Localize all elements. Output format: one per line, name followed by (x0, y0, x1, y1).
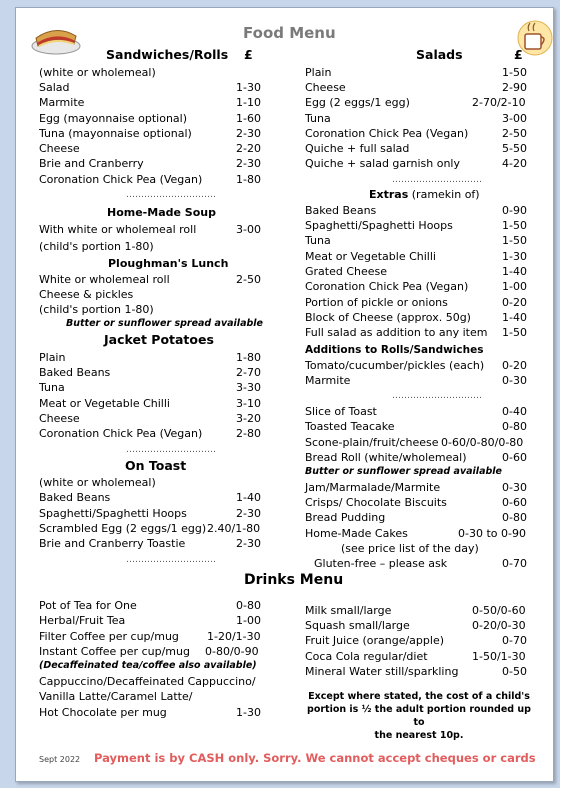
spread-note: Butter or sunflower spread available (305, 466, 502, 477)
extras-heading-bold: Extras (369, 188, 409, 201)
extras-heading (369, 188, 480, 201)
menu-item-price: 2-50 (502, 127, 527, 140)
speciality-drinks: Cappuccino/Decaffeinated Cappuccino/ (39, 675, 256, 688)
speciality-drinks: Vanilla Latte/Caramel Latte/ (39, 690, 193, 703)
menu-item-name: Plain (305, 66, 332, 79)
separator: ………………………… (392, 391, 482, 401)
menu-item-price: 1-50 (502, 219, 527, 232)
menu-item-price: 0-40 (502, 405, 527, 418)
menu-item-price: 0-80 (502, 420, 527, 433)
soup-item: With white or wholemeal roll (39, 223, 197, 236)
price-list-note: (see price list of the day) (341, 542, 479, 555)
menu-item-name: Brie and Cranberry (39, 157, 144, 170)
child-portion-note-line: portion is ½ the adult portion rounded up to (307, 704, 531, 728)
menu-item-name: Slice of Toast (305, 405, 377, 418)
menu-item-price: 0-20 (502, 359, 527, 372)
menu-item-name: Portion of pickle or onions (305, 296, 448, 309)
menu-item-name: Tuna (305, 112, 331, 125)
sandwiches-heading: Sandwiches/Rolls (106, 47, 229, 62)
menu-item-price: 1-00 (236, 614, 261, 627)
menu-item-price: 0-30 (502, 374, 527, 387)
separator: ………………………… (392, 175, 482, 185)
menu-item-price: 0-20 (502, 296, 527, 309)
menu-item-name: Jam/Marmalade/Marmite (305, 481, 441, 494)
menu-item-price: 0-80 (236, 599, 261, 612)
menu-item-name: Coronation Chick Pea (Vegan) (305, 280, 469, 293)
menu-item-price: 0-60/0-80/0-80 (441, 436, 524, 449)
extras-heading-rest: (ramekin of) (408, 188, 480, 201)
menu-item-name: Marmite (305, 374, 351, 387)
sandwich-icon (30, 22, 82, 56)
menu-item-price: 2-70 (236, 366, 261, 379)
menu-item-name: Salad (39, 81, 70, 94)
menu-item-name: Baked Beans (39, 366, 111, 379)
menu-item-price: 2.40/1-80 (207, 522, 261, 535)
menu-item-price: 0-80/0-90 (205, 645, 259, 658)
menu-item-price: 1-50/1-30 (472, 650, 526, 663)
menu-item-name: Full salad as addition to any item (305, 326, 488, 339)
gluten-free-note: Gluten-free – please ask (314, 557, 448, 570)
menu-item-price: 0-20/0-30 (472, 619, 526, 632)
spread-note: Butter or sunflower spread available (66, 318, 263, 329)
salads-heading: Salads (416, 47, 463, 62)
menu-item-name: Bread Roll (white/wholemeal) (305, 451, 467, 464)
menu-item-name: Herbal/Fruit Tea (39, 614, 126, 627)
menu-item-price: 1-30 (236, 706, 261, 719)
menu-item-name: Coronation Chick Pea (Vegan) (39, 173, 203, 186)
toast-heading: On Toast (125, 458, 187, 473)
menu-item-price: 2-30 (236, 537, 261, 550)
menu-item-price: 2-30 (236, 127, 261, 140)
date-label: Sept 2022 (39, 755, 81, 764)
menu-item-name: Quiche + salad garnish only (305, 157, 460, 170)
soup-child: (child's portion 1-80) (39, 240, 154, 253)
menu-item-price: 0-80 (502, 511, 527, 524)
menu-item-price: 3-00 (502, 112, 527, 125)
menu-item-name: Egg (2 eggs/1 egg) (305, 96, 410, 109)
menu-item-name: Coronation Chick Pea (Vegan) (305, 127, 469, 140)
menu-item-name: Pot of Tea for One (39, 599, 137, 612)
menu-item-name: Crisps/ Chocolate Biscuits (305, 496, 447, 509)
ploughman-item: White or wholemeal roll (39, 273, 170, 286)
menu-item-name: Meat or Vegetable Chilli (39, 397, 170, 410)
menu-item-name: Grated Cheese (305, 265, 388, 278)
menu-item-name: Baked Beans (39, 491, 111, 504)
menu-item-price: 1-40 (502, 265, 527, 278)
drinks-heading: Drinks Menu (244, 572, 344, 588)
menu-item-price: 2-90 (502, 81, 527, 94)
sandwiches-note: (white or wholemeal) (39, 66, 156, 79)
menu-item-price: 1-10 (236, 96, 261, 109)
ploughman-price: 2-50 (236, 273, 261, 286)
menu-item-price: 1-50 (502, 66, 527, 79)
menu-item-name: Milk small/large (305, 604, 392, 617)
menu-item-name: Hot Chocolate per mug (39, 706, 167, 719)
menu-item-price: 0-30 (502, 481, 527, 494)
additions-heading: Additions to Rolls/Sandwiches (305, 344, 484, 356)
menu-item-name: Quiche + full salad (305, 142, 410, 155)
menu-item-name: Mineral Water still/sparkling (305, 665, 459, 678)
menu-item-price: 5-50 (502, 142, 527, 155)
separator: ………………………… (126, 555, 216, 565)
soup-price: 3-00 (236, 223, 261, 236)
menu-item-name: Egg (mayonnaise optional) (39, 112, 188, 125)
menu-item-name: Brie and Cranberry Toastie (39, 537, 186, 550)
menu-item-name: Toasted Teacake (305, 420, 395, 433)
child-portion-note (305, 690, 533, 742)
separator: ………………………… (126, 445, 216, 455)
menu-item-price: 0-30 to 0-90 (458, 527, 526, 540)
menu-item-name: Spaghetti/Spaghetti Hoops (305, 219, 453, 232)
menu-item-price: 1-40 (236, 491, 261, 504)
menu-item-name: Cheese (305, 81, 346, 94)
ploughman-item: Cheese & pickles (39, 288, 134, 301)
jacket-heading: Jacket Potatoes (104, 332, 214, 347)
menu-item-name: Instant Coffee per cup/mug (39, 645, 190, 658)
menu-item-name: Tuna (mayonnaise optional) (39, 127, 192, 140)
menu-item-price: 0-50 (502, 665, 527, 678)
menu-item-price: 2-30 (236, 157, 261, 170)
menu-item-price: 2-70/2-10 (472, 96, 526, 109)
page-margin (560, 0, 570, 788)
menu-item-name: Baked Beans (305, 204, 377, 217)
menu-item-name: Scone-plain/fruit/cheese (305, 436, 439, 449)
menu-item-price: 0-60 (502, 496, 527, 509)
menu-item-name: Bread Pudding (305, 511, 386, 524)
menu-item-price: 2-20 (236, 142, 261, 155)
menu-item-price: 1-80 (236, 351, 261, 364)
menu-item-price: 1-60 (236, 112, 261, 125)
child-portion-note-line: the nearest 10p. (374, 730, 464, 741)
sandwiches-currency: £ (244, 47, 253, 62)
menu-item-name: Plain (39, 351, 66, 364)
ploughman-child: (child's portion 1-80) (39, 303, 154, 316)
toast-note: (white or wholemeal) (39, 476, 156, 489)
menu-item-price: 1-80 (236, 173, 261, 186)
payment-notice: Payment is by CASH only. Sorry. We cannot accept cheques or cards (94, 751, 536, 765)
menu-item-price: 1-50 (502, 326, 527, 339)
menu-item-price: 4-20 (502, 157, 527, 170)
menu-item-price: 3-30 (236, 381, 261, 394)
menu-item-name: Block of Cheese (approx. 50g) (305, 311, 471, 324)
menu-item-name: Spaghetti/Spaghetti Hoops (39, 507, 187, 520)
menu-item-name: Tomato/cucumber/pickles (each) (305, 359, 485, 372)
menu-item-name: Tuna (305, 234, 331, 247)
menu-item-price: 1-30 (236, 81, 261, 94)
child-portion-note-line: Except where stated, the cost of a child's (308, 691, 530, 702)
menu-item-price: 3-20 (236, 412, 261, 425)
menu-item-price: 1-00 (502, 280, 527, 293)
menu-item-price: 0-60 (502, 451, 527, 464)
menu-item-price: 1-50 (502, 234, 527, 247)
menu-item-name: Filter Coffee per cup/mug (39, 630, 179, 643)
menu-item-price: 0-50/0-60 (472, 604, 526, 617)
menu-item-price: 3-10 (236, 397, 261, 410)
menu-item-name: Meat or Vegetable Chilli (305, 250, 436, 263)
soup-heading: Home-Made Soup (107, 206, 216, 219)
menu-item-name: Home-Made Cakes (305, 527, 408, 540)
menu-item-name: Cheese (39, 142, 80, 155)
menu-item-name: Cheese (39, 412, 80, 425)
menu-item-price: 2-80 (236, 427, 261, 440)
salads-currency: £ (514, 47, 523, 62)
menu-item-price: 0-70 (502, 634, 527, 647)
menu-item-price: 1-40 (502, 311, 527, 324)
menu-item-name: Marmite (39, 96, 85, 109)
gluten-free-price: 0-70 (502, 557, 527, 570)
menu-item-price: 0-90 (502, 204, 527, 217)
menu-item-name: Squash small/large (305, 619, 410, 632)
menu-item-price: 1-20/1-30 (207, 630, 261, 643)
menu-item-name: Coca Cola regular/diet (305, 650, 428, 663)
menu-item-name: Coronation Chick Pea (Vegan) (39, 427, 203, 440)
decaf-note: (Decaffeinated tea/coffee also available) (39, 660, 257, 671)
menu-item-price: 1-30 (502, 250, 527, 263)
menu-item-name: Tuna (39, 381, 65, 394)
page-title: Food Menu (243, 24, 336, 42)
menu-item-name: Scrambled Egg (2 eggs/1 egg) (39, 522, 207, 535)
menu-item-price: 2-30 (236, 507, 261, 520)
ploughman-heading: Ploughman's Lunch (108, 257, 229, 270)
separator: ………………………… (126, 190, 216, 200)
menu-item-name: Fruit Juice (orange/apple) (305, 634, 445, 647)
